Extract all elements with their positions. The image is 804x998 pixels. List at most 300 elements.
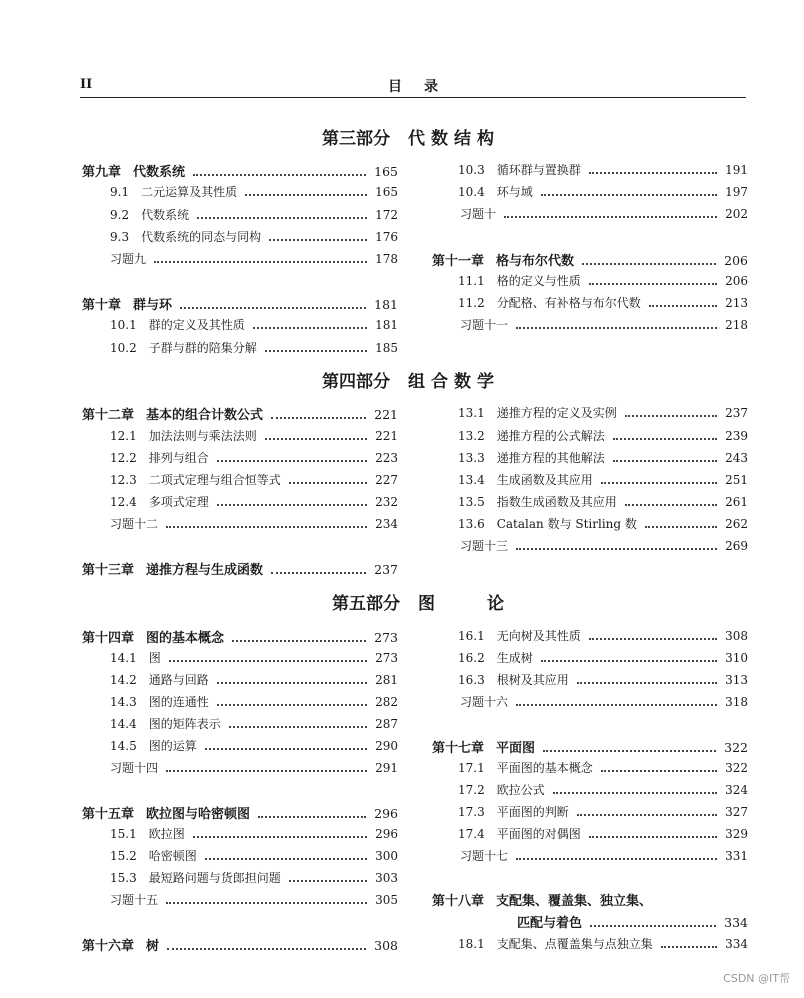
toc-entry-title: 平面图的基本概念 (496, 761, 593, 775)
toc-entry-label (110, 737, 197, 754)
toc-entry-label (458, 515, 637, 532)
toc-entry-label (110, 847, 197, 864)
toc-entry-number: 17.1 (458, 761, 485, 775)
toc-page-number: 232 (375, 495, 398, 509)
toc-entry-label (82, 161, 185, 180)
toc-entry-title: 代数系统的同态与同构 (141, 230, 262, 244)
toc-entry-label (110, 228, 261, 245)
toc-chapter-entry (82, 404, 398, 423)
toc-page-number: 172 (375, 208, 398, 222)
dot-leader (193, 174, 366, 176)
toc-entry-title: 多项式定理 (148, 495, 209, 509)
toc-entry-title: 习题十六 (460, 695, 509, 709)
toc-entry-label (458, 649, 533, 666)
toc-page-number: 281 (375, 673, 398, 687)
toc-entry-title: 习题十三 (460, 539, 509, 553)
toc-entry-number: 18.1 (458, 937, 485, 951)
toc-page-number: 273 (375, 651, 398, 665)
toc-entry-title: 群与环 (133, 298, 173, 313)
dot-leader (589, 283, 717, 285)
toc-page-number: 322 (724, 740, 748, 755)
toc-entry-number: 第十三章 (82, 563, 135, 578)
toc-section-entry (458, 627, 748, 644)
toc-entry-label (110, 649, 161, 666)
dot-leader (504, 216, 717, 218)
dot-leader (217, 504, 367, 506)
toc-page-number: 290 (375, 739, 398, 753)
toc-entry-title: 习题十 (460, 207, 497, 221)
toc-entry-number: 14.1 (110, 651, 137, 665)
part-name: 组合数学 (408, 372, 500, 392)
dot-leader (205, 748, 367, 750)
toc-entry-label (460, 693, 508, 710)
toc-entry-label (82, 627, 224, 646)
toc-entry-label (458, 449, 605, 466)
dot-leader (625, 504, 717, 506)
dot-leader (590, 925, 716, 927)
toc-entry-number: 13.2 (458, 429, 485, 443)
toc-entry-title: 递推方程的定义及实例 (496, 406, 617, 420)
dot-leader (253, 327, 367, 329)
toc-entry-number: 12.4 (110, 495, 137, 509)
toc-section-entry (458, 671, 748, 688)
toc-exercise-entry (110, 759, 398, 776)
toc-entry-number: 9.3 (110, 230, 130, 244)
toc-entry-label (82, 559, 263, 578)
toc-entry-title: 格的定义与性质 (496, 274, 581, 288)
toc-section-entry (110, 206, 398, 223)
toc-entry-number: 10.1 (110, 318, 137, 332)
toc-page-number: 181 (375, 318, 398, 332)
toc-page-number: 197 (725, 185, 748, 199)
toc-section-entry (110, 471, 398, 488)
toc-entry-label (110, 316, 245, 333)
toc-entry-label (110, 449, 209, 466)
toc-entry-number: 第九章 (82, 165, 122, 180)
toc-entry-label (110, 671, 209, 688)
toc-section-entry (110, 825, 398, 842)
toc-entry-number: 15.3 (110, 871, 137, 885)
dot-leader (625, 415, 717, 417)
toc-page-number: 223 (375, 451, 398, 465)
toc-page-number: 273 (374, 630, 398, 645)
dot-leader (217, 460, 367, 462)
part-heading (332, 589, 510, 614)
toc-page-number: 334 (724, 915, 748, 930)
toc-entry-number: 9.2 (110, 208, 130, 222)
toc-entry-label (458, 404, 617, 421)
toc-entry-label (458, 427, 605, 444)
toc-page-number: 243 (725, 451, 748, 465)
toc-page-number: 165 (374, 164, 398, 179)
part-name: 图 论 (418, 594, 510, 614)
toc-entry-title: 哈密顿图 (148, 849, 197, 863)
toc-entry-label (110, 183, 237, 200)
dot-leader (205, 858, 367, 860)
toc-entry-number: 17.3 (458, 805, 485, 819)
toc-entry-title: 欧拉图与哈密顿图 (146, 807, 251, 822)
toc-section-entry (110, 715, 398, 732)
toc-entry-title: 欧拉公式 (496, 783, 545, 797)
dot-leader (516, 548, 717, 550)
part-number: 第三部分 (322, 129, 390, 149)
toc-entry-title: 图的连通性 (148, 695, 209, 709)
toc-chapter-entry (432, 890, 748, 909)
toc-exercise-entry (460, 693, 748, 710)
toc-entry-number: 13.4 (458, 473, 485, 487)
dot-leader (265, 350, 367, 352)
toc-entry-title: 基本的组合计数公式 (146, 408, 264, 423)
toc-entry-number: 13.3 (458, 451, 485, 465)
toc-chapter-continuation (517, 912, 748, 931)
toc-section-entry (110, 228, 398, 245)
dot-leader (613, 460, 717, 462)
dot-leader (289, 482, 367, 484)
dot-leader (661, 946, 717, 948)
toc-page-number: 221 (374, 407, 398, 422)
dot-leader (271, 572, 366, 574)
toc-page-number: 191 (725, 163, 748, 177)
toc-section-entry (110, 671, 398, 688)
toc-entry-title: 指数生成函数及其应用 (496, 495, 617, 509)
dot-leader (180, 307, 366, 309)
toc-section-entry (110, 493, 398, 510)
toc-entry-number: 第十八章 (432, 894, 485, 909)
dot-leader (516, 858, 717, 860)
dot-leader (229, 726, 367, 728)
toc-page-number: 221 (375, 429, 398, 443)
page-number: II (80, 77, 93, 92)
toc-entry-number: 14.5 (110, 739, 137, 753)
toc-entry-title: 环与域 (496, 185, 533, 199)
toc-entry-number: 第十四章 (82, 631, 135, 646)
toc-page-number: 185 (375, 341, 398, 355)
toc-page-number: 202 (725, 207, 748, 221)
toc-page-number: 237 (725, 406, 748, 420)
dot-leader (516, 327, 717, 329)
toc-entry-number: 第十章 (82, 298, 122, 313)
toc-entry-number: 12.3 (110, 473, 137, 487)
toc-page-number: 296 (375, 827, 398, 841)
toc-section-entry (458, 294, 748, 311)
toc-entry-title: 习题十一 (460, 318, 509, 332)
toc-page-number: 303 (375, 871, 398, 885)
toc-page-number: 291 (375, 761, 398, 775)
toc-section-entry (458, 935, 748, 952)
dot-leader (167, 948, 366, 950)
toc-chapter-entry (82, 559, 398, 578)
toc-entry-label (460, 847, 508, 864)
dot-leader (166, 902, 367, 904)
toc-page-number: 329 (725, 827, 748, 841)
dot-leader (197, 217, 367, 219)
dot-leader (553, 792, 717, 794)
toc-entry-number: 17.2 (458, 783, 485, 797)
part-name: 代数结构 (408, 129, 500, 149)
toc-entry-label (110, 693, 209, 710)
toc-page-number: 305 (375, 893, 398, 907)
toc-entry-title: 递推方程的其他解法 (496, 451, 605, 465)
dot-leader (516, 704, 717, 706)
toc-entry-label (458, 471, 593, 488)
toc-section-entry (110, 183, 398, 200)
dot-leader (541, 194, 717, 196)
toc-entry-number: 16.1 (458, 629, 485, 643)
dot-leader (265, 438, 367, 440)
toc-exercise-entry (460, 316, 748, 333)
dot-leader (154, 261, 367, 263)
toc-entry-title: 图 (148, 651, 161, 665)
dot-leader (577, 682, 717, 684)
toc-chapter-entry (82, 803, 398, 822)
toc-page-number: 237 (374, 562, 398, 577)
toc-entry-label (458, 294, 641, 311)
toc-entry-number: 第十二章 (82, 408, 135, 423)
dot-leader (271, 417, 366, 419)
toc-entry-title: 代数系统 (133, 165, 186, 180)
toc-entry-title: 子群与群的陪集分解 (148, 341, 257, 355)
toc-entry-number: 9.1 (110, 185, 130, 199)
toc-entry-number: 10.4 (458, 185, 485, 199)
toc-section-entry (458, 404, 748, 421)
toc-page-number: 213 (725, 296, 748, 310)
toc-page-number: 269 (725, 539, 748, 553)
toc-entry-number: 11.1 (458, 274, 485, 288)
toc-page-number: 310 (725, 651, 748, 665)
toc-entry-title: 无向树及其性质 (496, 629, 581, 643)
toc-entry-title: 递推方程的公式解法 (496, 429, 605, 443)
toc-entry-label (82, 935, 159, 954)
toc-entry-title: 习题九 (110, 252, 147, 266)
toc-exercise-entry (110, 891, 398, 908)
toc-entry-label (110, 427, 257, 444)
toc-entry-title: 支配集、点覆盖集与点独立集 (496, 937, 653, 951)
toc-entry-title: 最短路问题与货郎担问题 (148, 871, 281, 885)
toc-entry-label (110, 869, 281, 886)
toc-entry-number: 10.3 (458, 163, 485, 177)
dot-leader (166, 770, 367, 772)
toc-entry-number: 12.2 (110, 451, 137, 465)
toc-entry-label (458, 493, 617, 510)
toc-entry-number: 15.1 (110, 827, 137, 841)
dot-leader (649, 305, 717, 307)
toc-entry-title-continuation: 匹配与着色 (517, 916, 583, 931)
toc-exercise-entry (110, 250, 398, 267)
toc-chapter-entry (82, 627, 398, 646)
toc-entry-title: Catalan 数与 Stirling 数 (496, 517, 637, 531)
toc-entry-title: 平面图的判断 (496, 805, 569, 819)
dot-leader (217, 704, 367, 706)
toc-entry-number: 第十五章 (82, 807, 135, 822)
toc-entry-label (460, 537, 508, 554)
dot-leader (258, 816, 366, 818)
toc-entry-label (110, 250, 146, 267)
dot-leader (245, 194, 367, 196)
toc-entry-label (460, 316, 508, 333)
toc-page-number: 318 (725, 695, 748, 709)
toc-entry-number: 14.2 (110, 673, 137, 687)
toc-section-entry (458, 825, 748, 842)
toc-section-entry (110, 427, 398, 444)
toc-chapter-entry (432, 737, 748, 756)
toc-entry-title: 欧拉图 (148, 827, 185, 841)
toc-entry-number: 13.6 (458, 517, 485, 531)
toc-entry-title: 生成函数及其应用 (496, 473, 593, 487)
part-heading (322, 367, 500, 392)
toc-section-entry (110, 737, 398, 754)
toc-entry-title: 通路与回路 (148, 673, 209, 687)
toc-section-entry (458, 759, 748, 776)
toc-entry-title: 二元运算及其性质 (141, 185, 238, 199)
part-heading (322, 124, 500, 149)
toc-page-number: 176 (375, 230, 398, 244)
toc-entry-label (82, 803, 250, 822)
toc-exercise-entry (460, 537, 748, 554)
toc-page-number: 282 (375, 695, 398, 709)
dot-leader (543, 750, 716, 752)
dot-leader (217, 682, 367, 684)
toc-entry-label (432, 250, 574, 269)
toc-page-number: 239 (725, 429, 748, 443)
toc-entry-title: 代数系统 (141, 208, 190, 222)
dot-leader (613, 438, 717, 440)
toc-section-entry (458, 272, 748, 289)
toc-entry-number: 13.1 (458, 406, 485, 420)
toc-section-entry (110, 869, 398, 886)
toc-entry-title: 分配格、有补格与布尔代数 (496, 296, 641, 310)
toc-entry-number: 16.2 (458, 651, 485, 665)
toc-entry-title: 图的矩阵表示 (148, 717, 221, 731)
toc-entry-title: 树 (146, 939, 160, 954)
toc-entry-number: 11.2 (458, 296, 485, 310)
toc-section-entry (458, 781, 748, 798)
toc-section-entry (110, 449, 398, 466)
toc-page-number: 234 (375, 517, 398, 531)
toc-entry-label (458, 183, 533, 200)
toc-entry-title: 生成树 (496, 651, 533, 665)
toc-page-number: 308 (374, 938, 398, 953)
toc-entry-number: 12.1 (110, 429, 137, 443)
toc-entry-label (110, 339, 257, 356)
dot-leader (166, 526, 367, 528)
toc-page-number: 300 (375, 849, 398, 863)
toc-page-number: 206 (724, 253, 748, 268)
toc-entry-label (110, 825, 185, 842)
toc-section-entry (458, 515, 748, 532)
toc-entry-title: 支配集、覆盖集、独立集、 (496, 894, 653, 909)
dot-leader (589, 172, 717, 174)
toc-page-number: 327 (725, 805, 748, 819)
toc-entry-title: 习题十五 (110, 893, 159, 907)
toc-section-entry (110, 693, 398, 710)
toc-page-number: 218 (725, 318, 748, 332)
toc-entry-title: 格与布尔代数 (496, 254, 575, 269)
toc-page-number: 178 (375, 252, 398, 266)
toc-entry-title: 群的定义及其性质 (148, 318, 245, 332)
dot-leader (169, 660, 367, 662)
toc-entry-label (458, 781, 545, 798)
toc-entry-title: 习题十四 (110, 761, 159, 775)
toc-entry-label (82, 404, 263, 423)
dot-leader (582, 263, 716, 265)
toc-page-number: 308 (725, 629, 748, 643)
toc-entry-title: 循环群与置换群 (496, 163, 581, 177)
toc-entry-number: 13.5 (458, 495, 485, 509)
toc-page-number: 324 (725, 783, 748, 797)
toc-page-number: 251 (725, 473, 748, 487)
toc-entry-number: 15.2 (110, 849, 137, 863)
toc-chapter-entry (82, 294, 398, 313)
toc-page-number: 206 (725, 274, 748, 288)
toc-entry-title: 根树及其应用 (496, 673, 569, 687)
toc-entry-number: 14.4 (110, 717, 137, 731)
toc-entry-label (432, 890, 652, 909)
dot-leader (232, 640, 366, 642)
dot-leader (269, 239, 367, 241)
toc-page-number: 322 (725, 761, 748, 775)
toc-section-entry (110, 316, 398, 333)
toc-entry-title: 递推方程与生成函数 (146, 563, 264, 578)
toc-section-entry (458, 803, 748, 820)
dot-leader (589, 638, 717, 640)
toc-entry-title: 平面图的对偶图 (496, 827, 581, 841)
dot-leader (645, 526, 717, 528)
toc-exercise-entry (460, 205, 748, 222)
header-rule (80, 97, 746, 98)
toc-entry-label (458, 759, 593, 776)
toc-page-number: 261 (725, 495, 748, 509)
toc-entry-label (432, 737, 535, 756)
toc-entry-title: 图的运算 (148, 739, 197, 753)
toc-chapter-entry (432, 250, 748, 269)
running-header-title: 目录 (388, 79, 460, 95)
toc-section-entry (458, 649, 748, 666)
toc-entry-title: 习题十二 (110, 517, 159, 531)
toc-entry-number: 第十一章 (432, 254, 485, 269)
toc-entry-label (110, 471, 281, 488)
toc-page-number: 331 (725, 849, 748, 863)
toc-section-entry (110, 649, 398, 666)
toc-section-entry (458, 427, 748, 444)
dot-leader (589, 836, 717, 838)
toc-section-entry (458, 493, 748, 510)
toc-page-number: 313 (725, 673, 748, 687)
toc-entry-label (458, 671, 569, 688)
toc-section-entry (458, 161, 748, 178)
toc-entry-number: 10.2 (110, 341, 137, 355)
toc-entry-number: 17.4 (458, 827, 485, 841)
toc-page-number: 334 (725, 937, 748, 951)
part-number: 第五部分 (332, 594, 400, 614)
dot-leader (289, 880, 367, 882)
toc-entry-label (110, 206, 189, 223)
toc-entry-title: 图的基本概念 (146, 631, 225, 646)
toc-entry-label (110, 715, 221, 732)
dot-leader (601, 482, 717, 484)
toc-page-number: 227 (375, 473, 398, 487)
toc-page-number: 181 (374, 297, 398, 312)
toc-entry-title: 平面图 (496, 741, 536, 756)
toc-entry-number: 16.3 (458, 673, 485, 687)
toc-entry-label (458, 627, 581, 644)
toc-entry-label (460, 205, 496, 222)
dot-leader (577, 814, 717, 816)
toc-entry-label (458, 803, 569, 820)
toc-entry-title: 习题十七 (460, 849, 509, 863)
toc-page-number: 287 (375, 717, 398, 731)
toc-exercise-entry (460, 847, 748, 864)
toc-entry-title: 二项式定理与组合恒等式 (148, 473, 281, 487)
